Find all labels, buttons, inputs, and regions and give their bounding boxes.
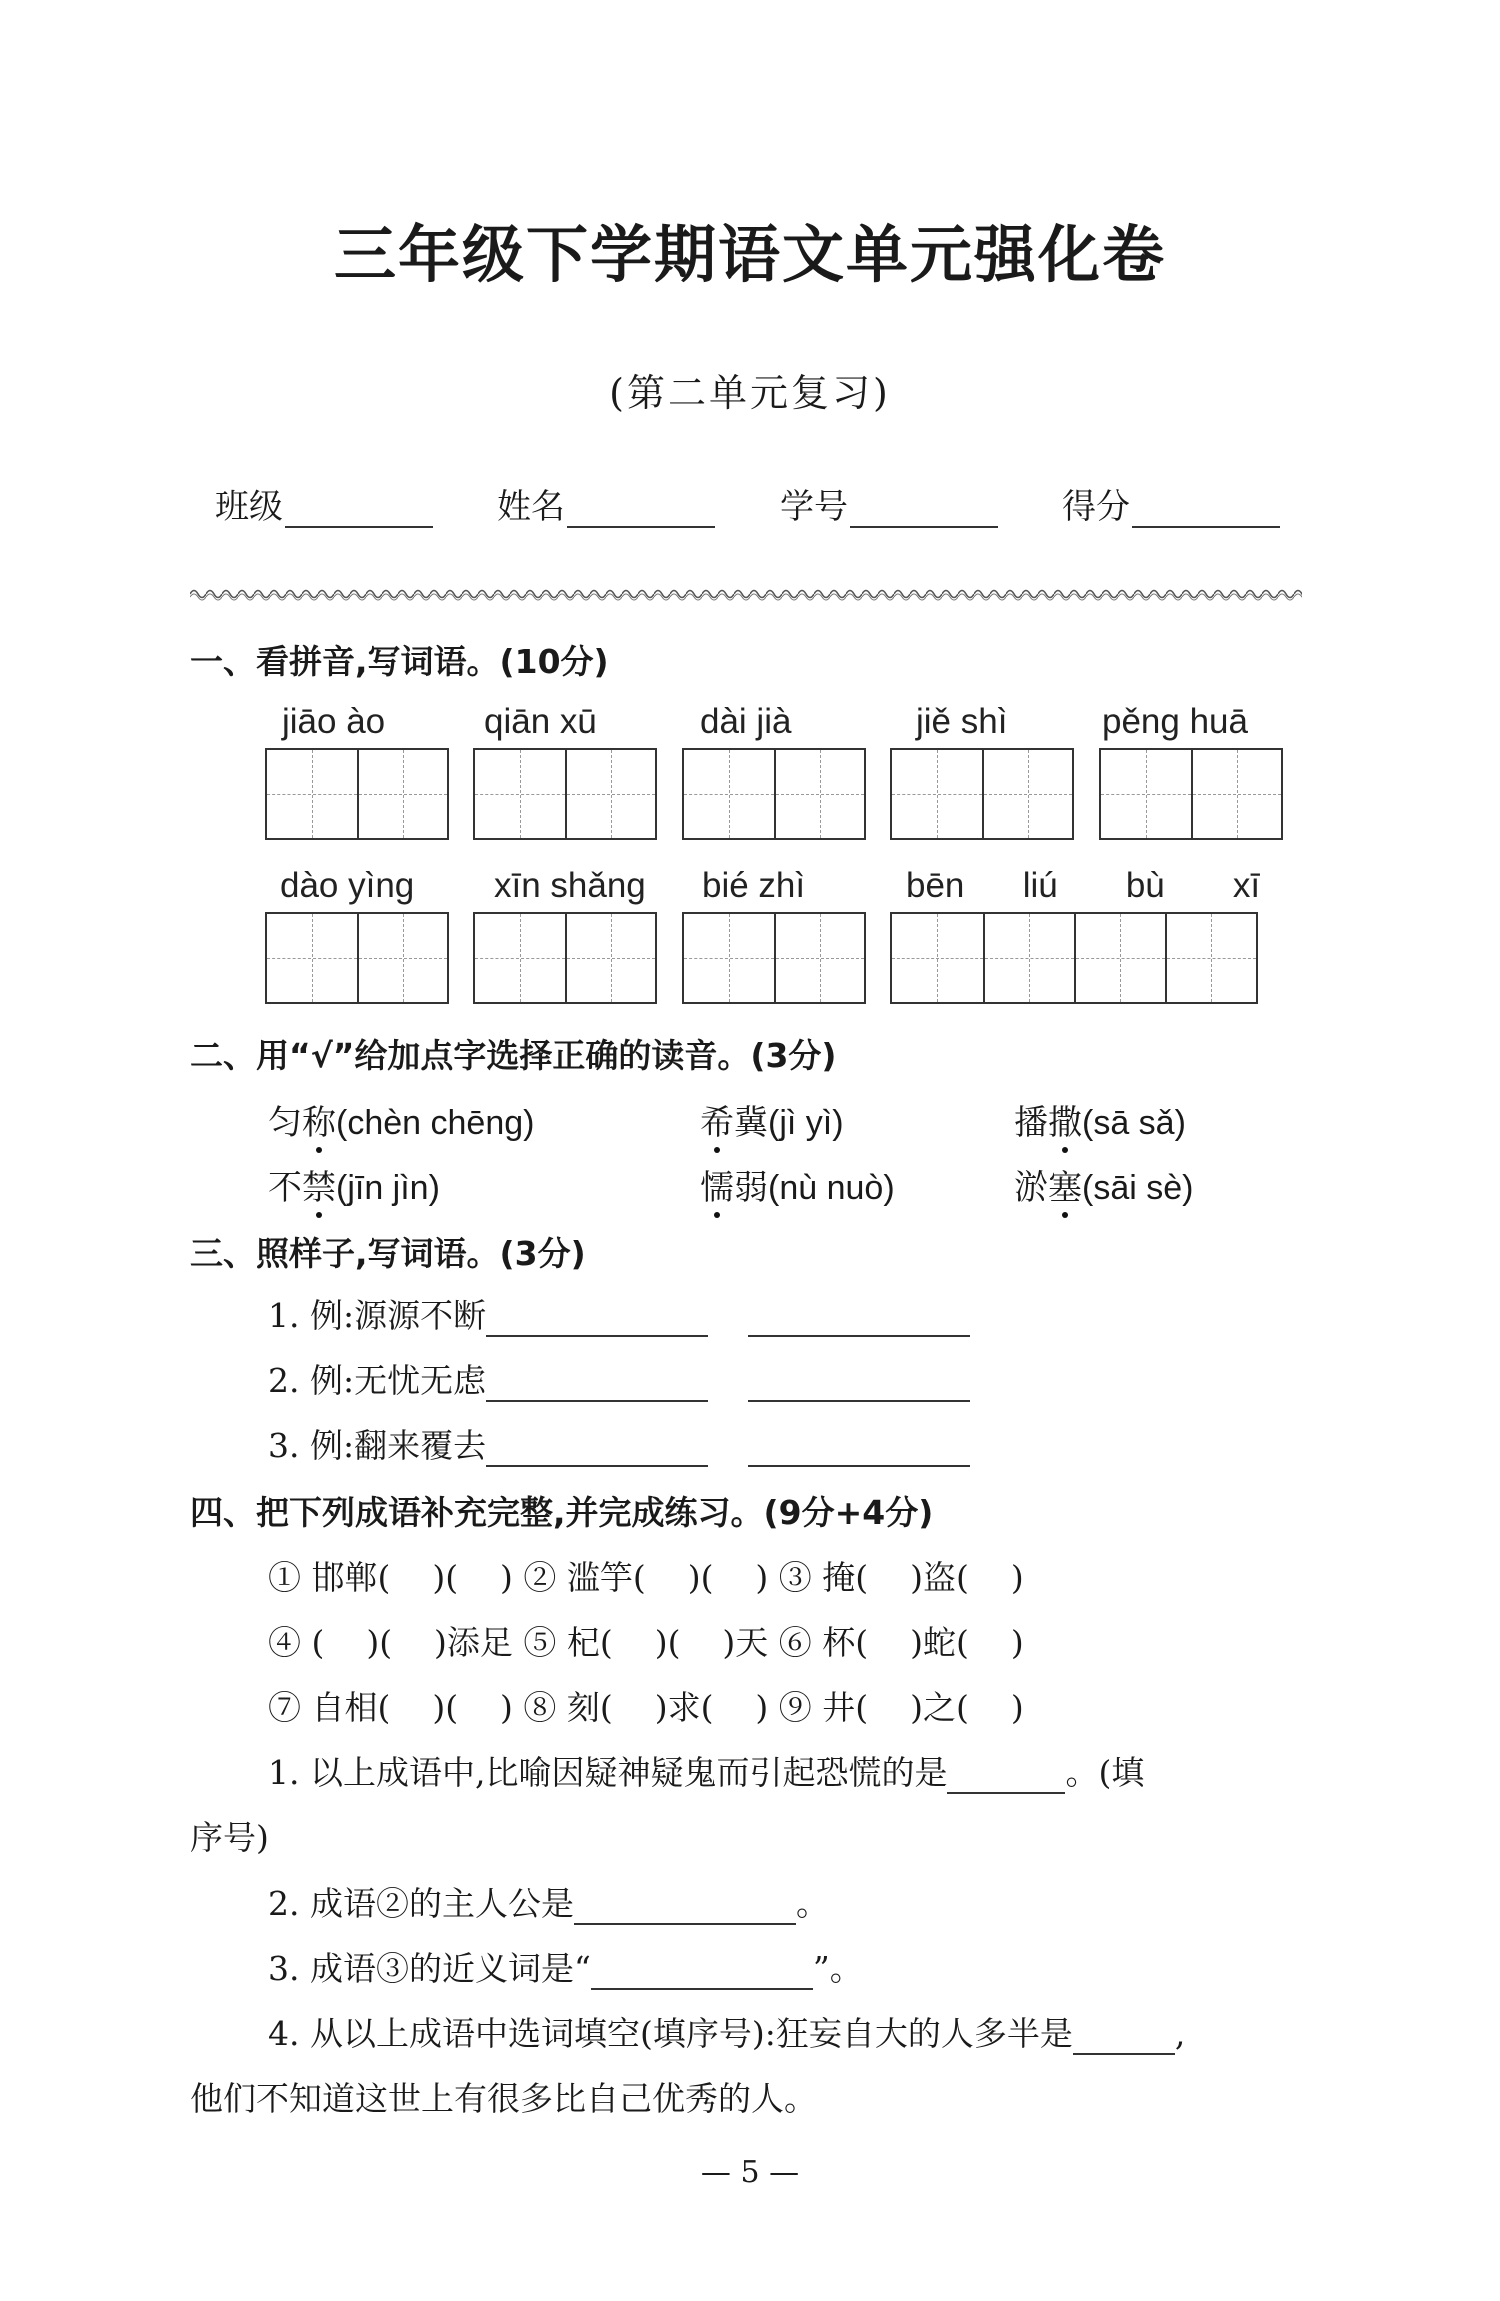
- char: 弱: [734, 1168, 768, 1208]
- section3-heading: 三、照样子,写词语。(3分): [190, 1234, 586, 1273]
- page-number: — 5 —: [700, 2155, 800, 2190]
- id-field: [780, 480, 998, 528]
- answer-blank[interactable]: [591, 1954, 813, 1990]
- idiom-row: ⑦ 自相( )( ) ⑧ 刻( )求( ) ⑨ 井( )之( ): [268, 1688, 1024, 1727]
- example-line: [268, 1290, 970, 1337]
- answer-blank[interactable]: [1073, 2019, 1175, 2055]
- reading-choice: [1014, 1160, 1193, 1209]
- decorative-divider: [190, 585, 1302, 603]
- pinyin-label: xīn shǎng: [494, 866, 646, 905]
- question-text: ”。: [812, 1949, 863, 1988]
- example-line: [268, 1355, 970, 1402]
- question-4-cont: 他们不知道这世上有很多比自己优秀的人。: [190, 2079, 817, 2118]
- pinyin-label: dài jià: [700, 702, 792, 741]
- name-label: 姓名: [497, 487, 565, 527]
- answer-blank[interactable]: [748, 1301, 970, 1337]
- idiom-row: ④ ( )( )添足 ⑤ 杞( )( )天 ⑥ 杯( )蛇( ): [268, 1623, 1024, 1662]
- page-subtitle: (第二单元复习): [609, 371, 891, 415]
- question-4: [268, 2008, 1185, 2055]
- writing-box[interactable]: [265, 748, 449, 840]
- pinyin-options[interactable]: (sā sǎ): [1082, 1104, 1186, 1142]
- answer-blank[interactable]: [574, 1889, 796, 1925]
- dotted-char: 禁: [302, 1168, 336, 1208]
- pinyin-options[interactable]: (nù nuò): [768, 1169, 895, 1207]
- pinyin-options[interactable]: (chèn chēng): [336, 1104, 535, 1142]
- dotted-char: 懦: [700, 1168, 734, 1208]
- class-blank[interactable]: [285, 486, 433, 528]
- section1-heading: 一、看拼音,写词语。(10分): [190, 642, 609, 681]
- idiom-row: ① 邯郸( )( ) ② 滥竽( )( ) ③ 掩( )盗( ): [268, 1558, 1024, 1597]
- writing-box[interactable]: [890, 748, 1074, 840]
- example-text: 3. 例:翻来覆去: [268, 1426, 487, 1465]
- pinyin-options[interactable]: (jīn jìn): [336, 1169, 440, 1207]
- answer-blank[interactable]: [748, 1366, 970, 1402]
- question-text: 4. 从以上成语中选词填空(填序号):狂妄自大的人多半是: [268, 2014, 1073, 2053]
- name-field: [497, 480, 715, 528]
- char: 不: [268, 1168, 302, 1208]
- pinyin-options[interactable]: (sāi sè): [1082, 1169, 1194, 1207]
- reading-choice: [700, 1160, 895, 1209]
- pinyin-options[interactable]: (jì yì): [768, 1104, 844, 1142]
- pinyin-label: bié zhì: [702, 866, 806, 905]
- reading-choice: [1014, 1095, 1186, 1144]
- writing-box[interactable]: [890, 912, 1258, 1004]
- writing-box[interactable]: [682, 748, 866, 840]
- char: 冀: [734, 1103, 768, 1143]
- class-field: [215, 480, 433, 528]
- char: 淤: [1014, 1168, 1048, 1208]
- example-text: 1. 例:源源不断: [268, 1296, 487, 1335]
- question-text: 。(填: [1065, 1753, 1145, 1792]
- answer-blank[interactable]: [486, 1431, 708, 1467]
- score-label: 得分: [1062, 487, 1130, 527]
- id-blank[interactable]: [850, 486, 998, 528]
- name-blank[interactable]: [567, 486, 715, 528]
- char: 匀: [268, 1103, 302, 1143]
- question-text: ,: [1174, 2014, 1186, 2053]
- answer-blank[interactable]: [748, 1431, 970, 1467]
- question-1-cont: 序号): [190, 1818, 269, 1857]
- answer-blank[interactable]: [486, 1301, 708, 1337]
- section2-heading: 二、用“√”给加点字选择正确的读音。(3分): [190, 1036, 837, 1075]
- question-1: [268, 1747, 1144, 1794]
- writing-box[interactable]: [1099, 748, 1283, 840]
- dotted-char: 希: [700, 1103, 734, 1143]
- answer-blank[interactable]: [947, 1758, 1065, 1794]
- question-2: [268, 1878, 829, 1925]
- class-label: 班级: [215, 487, 283, 527]
- answer-blank[interactable]: [486, 1366, 708, 1402]
- example-text: 2. 例:无忧无虑: [268, 1361, 487, 1400]
- pinyin-label: dào yìng: [280, 866, 415, 905]
- pinyin-label: jiāo ào: [282, 702, 386, 741]
- pinyin-label: pěng huā: [1102, 702, 1248, 741]
- dotted-char: 撒: [1048, 1103, 1082, 1143]
- reading-choice: [700, 1095, 844, 1144]
- writing-box[interactable]: [473, 748, 657, 840]
- char: 播: [1014, 1103, 1048, 1143]
- writing-box[interactable]: [682, 912, 866, 1004]
- score-blank[interactable]: [1132, 486, 1280, 528]
- pinyin-label: qiān xū: [484, 702, 597, 741]
- writing-box[interactable]: [473, 912, 657, 1004]
- pinyin-label: jiě shì: [916, 702, 1008, 741]
- section4-heading: 四、把下列成语补充完整,并完成练习。(9分+4分): [190, 1493, 934, 1532]
- reading-choice: [268, 1095, 534, 1144]
- id-label: 学号: [780, 487, 848, 527]
- question-text: 3. 成语③的近义词是“: [268, 1949, 591, 1988]
- dotted-char: 称: [302, 1103, 336, 1143]
- example-line: [268, 1420, 970, 1467]
- reading-choice: [268, 1160, 440, 1209]
- question-3: [268, 1943, 863, 1990]
- pinyin-label: bēn liú bù xī: [906, 866, 1261, 905]
- writing-box[interactable]: [265, 912, 449, 1004]
- question-text: 。: [795, 1884, 829, 1923]
- score-field: [1062, 480, 1280, 528]
- question-text: 1. 以上成语中,比喻因疑神疑鬼而引起恐慌的是: [268, 1753, 948, 1792]
- dotted-char: 塞: [1048, 1168, 1082, 1208]
- question-text: 2. 成语②的主人公是: [268, 1884, 574, 1923]
- page-title: 三年级下学期语文单元强化卷: [333, 218, 1166, 291]
